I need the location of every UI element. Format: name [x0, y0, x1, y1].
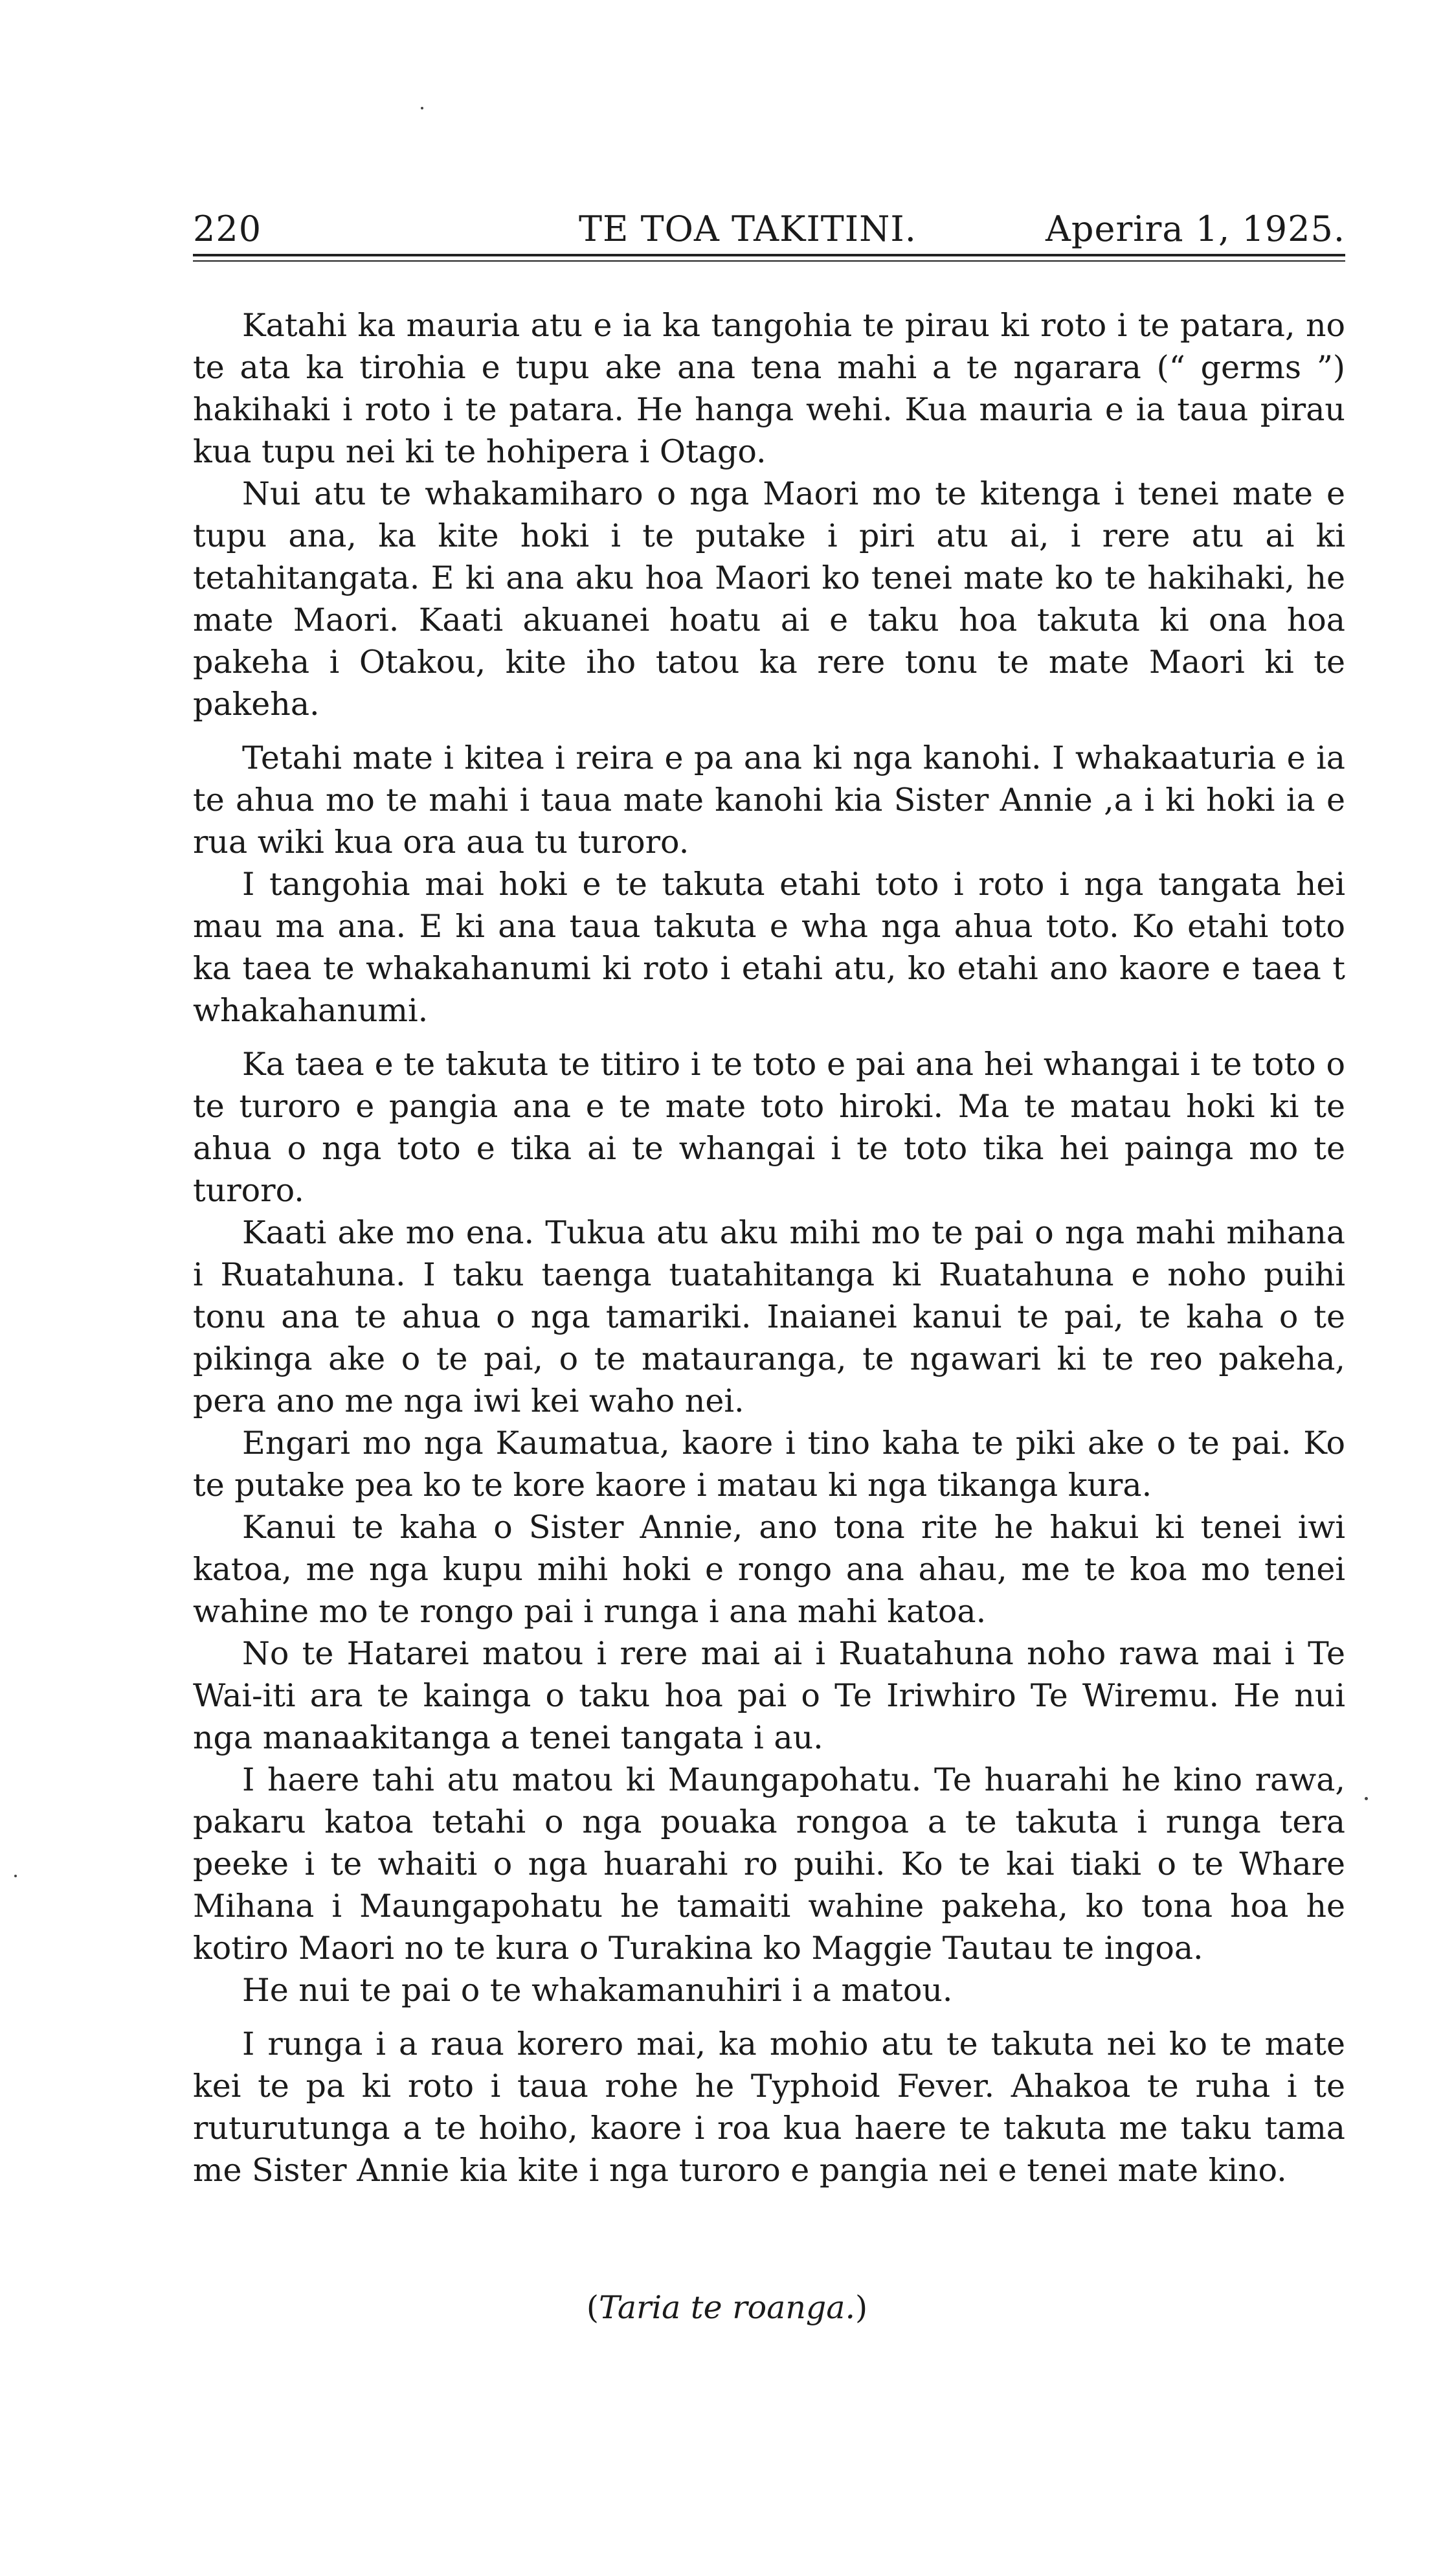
- paragraph-7: Engari mo nga Kaumatua, kaore i tino kaha te piki ake o te pai. Ko te putake pea ko te kore kaore i matau ki nga tikanga kura.: [193, 1425, 1345, 1504]
- scan-speck: [421, 107, 423, 109]
- to-be-continued-note: [0, 2289, 1454, 2326]
- paragraph-1: Katahi ka mauria atu e ia ka tangohia te pirau ki roto i te patara, no te ata ka tirohia e tupu ake ana tena mahi a te ngarara (“ germs ”) hakihaki i roto i te patara. He hanga wehi. Kua mauria e ia taua pirau kua tupu nei ki te hohipera i Otago.: [193, 307, 1345, 470]
- closing-text: Taria te roanga.: [598, 2289, 856, 2326]
- running-header: [193, 209, 1345, 254]
- paragraph-3: Tetahi mate i kitea i reira e pa ana ki nga kanohi. I whakaaturia e ia te ahua mo te mahi i taua mate kanohi kia Sister Annie ,a i ki hoki ia e rua wiki kua ora aua tu turoro.: [193, 740, 1345, 861]
- paragraph-4: I tangohia mai hoki e te takuta etahi toto i roto i nga tangata hei mau ma ana. E ki ana taua takuta e wha nga ahua toto. Ko etahi toto ka taea te whakahanumi ki roto i etahi atu, ko etahi ano kaore e taea t whakahanumi.: [193, 866, 1345, 1029]
- header-rule-top: [193, 254, 1345, 256]
- article-body: [193, 304, 1345, 2191]
- header-rule-bottom: [193, 260, 1345, 262]
- scan-speck: [1365, 1797, 1368, 1800]
- scan-speck: [14, 1875, 17, 1877]
- paragraph-6: Kaati ake mo ena. Tukua atu aku mihi mo te pai o nga mahi mihana i Ruatahuna. I taku taenga tuatahitanga ki Ruatahuna e noho puihi tonu ana te ahua o nga tamariki. Inaianei kanui te pai, te kaha o te pikinga ake o te pai, o te matauranga, te ngawari ki te reo pakeha, pera ano me nga iwi kei waho nei.: [193, 1214, 1345, 1419]
- closing-open-paren: (: [586, 2289, 599, 2326]
- paragraph-11: He nui te pai o te whakamanuhiri i a matou.: [242, 1972, 953, 2009]
- paragraph-8: Kanui te kaha o Sister Annie, ano tona rite he hakui ki tenei iwi katoa, me nga kupu mihi hoki e rongo ana ahau, me te koa mo tenei wahine mo te rongo pai i runga i ana mahi katoa.: [193, 1509, 1345, 1630]
- paragraph-2: Nui atu te whakamiharo o nga Maori mo te kitenga i tenei mate e tupu ana, ka kite hoki i te putake i piri atu ai, i rere atu ai ki tetahitangata. E ki ana aku hoa Maori ko tenei mate ko te hakihaki, he mate Maori. Kaati akuanei hoatu ai e taku hoa takuta ki ona hoa pakeha i Otakou, kite iho tatou ka rere tonu te mate Maori ki te pakeha.: [193, 475, 1345, 723]
- paragraph-12: I runga i a raua korero mai, ka mohio atu te takuta nei ko te mate kei te pa ki roto i taua rohe he Typhoid Fever. Ahakoa te ruha i te ruturutunga a te hoiho, kaore i roa kua haere te takuta me taku tama me Sister Annie kia kite i nga turoro e pangia nei e tenei mate kino.: [193, 2026, 1345, 2189]
- publication-title: TE TOA TAKITINI.: [579, 209, 917, 249]
- issue-date: Aperira 1, 1925.: [1045, 209, 1345, 249]
- paragraph-5: Ka taea e te takuta te titiro i te toto e pai ana hei whangai i te toto o te turoro e pangia ana e te mate toto hiroki. Ma te matau hoki ki te ahua o nga toto e tika ai te whangai i te toto tika hei painga mo te turoro.: [193, 1046, 1345, 1209]
- closing-close-paren: ): [855, 2289, 868, 2326]
- paragraph-9: No te Hatarei matou i rere mai ai i Ruatahuna noho rawa mai i Te Wai-iti ara te kainga o taku hoa pai o Te Iriwhiro Te Wiremu. He nui nga manaakitanga a tenei tangata i au.: [193, 1635, 1345, 1756]
- page-number: 220: [193, 209, 262, 249]
- paragraph-10: I haere tahi atu matou ki Maungapohatu. Te huarahi he kino rawa, pakaru katoa tetahi o nga pouaka rongoa a te takuta i runga tera peeke i te whaiti o nga huarahi ro puihi. Ko te kai tiaki o te Whare Mihana i Maungapohatu he tamaiti wahine pakeha, ko tona hoa he kotiro Maori no te kura o Turakina ko Maggie Tautau te ingoa.: [193, 1761, 1345, 1967]
